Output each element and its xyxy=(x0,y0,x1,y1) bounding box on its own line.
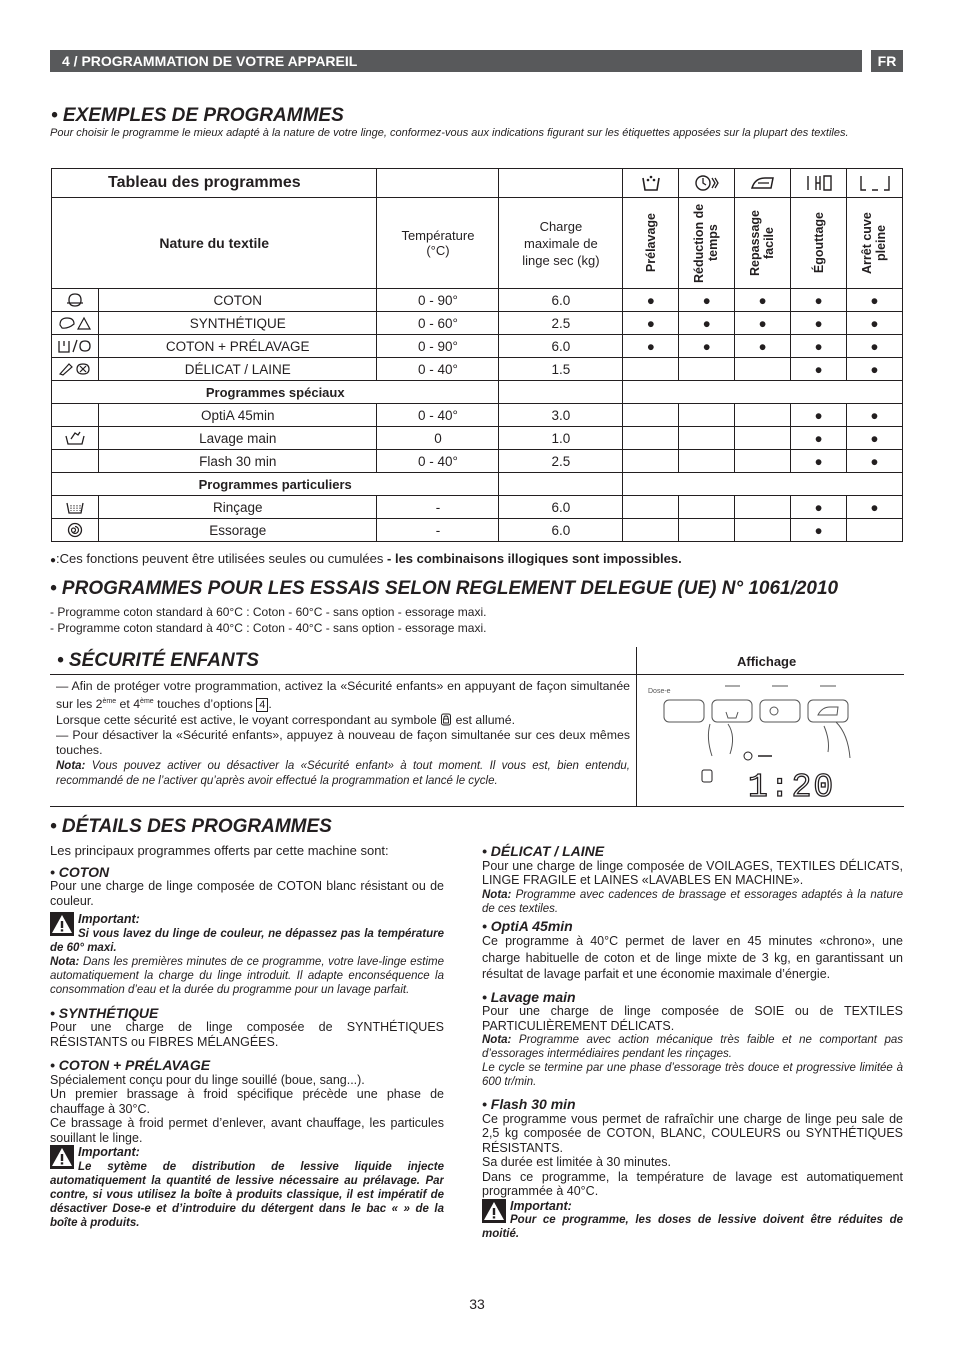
table-row xyxy=(52,312,903,335)
charge-header: Charge maximale de linge sec (kg) xyxy=(499,198,623,289)
option-dot: ● xyxy=(791,496,847,519)
option-dot: ● xyxy=(735,312,791,335)
program-name: Lavage main xyxy=(98,427,377,450)
details-title: • DÉTAILS DES PROGRAMMES xyxy=(50,816,332,837)
table-row xyxy=(52,358,903,381)
page-number: 33 xyxy=(469,1296,485,1312)
bullet-icon: ● xyxy=(50,555,57,566)
table-row xyxy=(52,404,903,427)
program-temp: 0 - 40° xyxy=(377,450,499,473)
program-name: OptiA 45min xyxy=(98,404,377,427)
program-charge: 2.5 xyxy=(499,312,623,335)
table-row xyxy=(52,427,903,450)
essais-line: - Programme coton standard à 40°C : Coton - 40°C - sans option - essorage maxi. xyxy=(50,621,487,635)
divider xyxy=(636,647,637,807)
divider xyxy=(50,674,904,675)
key-badge: 4 xyxy=(256,698,268,712)
divider xyxy=(50,806,904,807)
program-name: Flash 30 min xyxy=(98,450,377,473)
option-dot: ● xyxy=(623,335,679,358)
option-dot: ● xyxy=(847,335,903,358)
rinse-hold-display-icon xyxy=(847,169,903,198)
program-temp: - xyxy=(377,519,499,542)
program-temp: 0 - 60° xyxy=(377,312,499,335)
program-temp: 0 - 90° xyxy=(377,335,499,358)
table-title: Tableau des programmes xyxy=(52,169,377,198)
option-dot: ● xyxy=(679,289,735,312)
programs-table xyxy=(51,168,903,542)
timer-icon xyxy=(744,752,752,760)
option-header: Réduction de temps xyxy=(691,203,720,283)
program-charge: 3.0 xyxy=(499,404,623,427)
examples-intro: Pour choisir le programme le mieux adapté à la nature de votre linge, conformez-vous aux indications figurant sur les étiquettes apposées sur la plupart des textiles. xyxy=(50,127,849,139)
program-name: COTON xyxy=(98,289,377,312)
spin-icon xyxy=(52,519,99,542)
nature-header: Nature du textile xyxy=(52,198,377,289)
table-row xyxy=(52,519,903,542)
option-dot: ● xyxy=(791,358,847,381)
option-dot: ● xyxy=(847,289,903,312)
securite-title: • SÉCURITÉ ENFANTS xyxy=(57,650,259,671)
option-key-1 xyxy=(664,700,704,722)
option-dot: ● xyxy=(847,312,903,335)
option-dot: ● xyxy=(791,427,847,450)
child-lock-icon xyxy=(702,770,712,782)
program-name: COTON + PRÉLAVAGE xyxy=(98,335,377,358)
hand-left xyxy=(708,724,732,756)
program-temp: 0 - 90° xyxy=(377,289,499,312)
display-time: 1:20 xyxy=(748,769,836,804)
option-key-4 xyxy=(808,700,848,722)
program-charge: 1.0 xyxy=(499,427,623,450)
lock-icon xyxy=(440,713,452,726)
option-key-2 xyxy=(712,700,752,722)
important-note: Important: Si vous lavez du linge de couleur, ne dépassez pas la température de 60° maxi. xyxy=(50,912,444,954)
option-key-3 xyxy=(760,700,800,722)
securite-text: — Afin de protéger votre programmation, activez la «Sécurité enfants» en appuyant de façon simultanée sur les 2ème et 4ème touches d’options 4 . Lorsque cette sécurité est active, le voyant correspondant au symbole est allumé. — Pour désactiver la «Sécurité enfants», appuyez à nouveau de façon simultanée sur ces deux mêmes touches. Nota: Vous pouvez activer ou désactiver la «Sécurité enfant» à tout moment. Il vous est, bien entendu, recommandé de ne l’activer qu’après avoir effectué la programmation et lancé le cycle. xyxy=(56,679,630,787)
display-brand: Dose-e xyxy=(648,688,671,695)
option-dot: ● xyxy=(847,450,903,473)
affichage-label: Affichage xyxy=(737,654,797,669)
important-note: Important: Le sytème de distribution de lessive liquide injecte automatiquement la quantité de lessive nécessaire au prélavage. Par contre, si vous utilisez la boîte à produits classique, il est impératif de désactiver Dose-e et d’introduire du détergent dans le bac « » de la boîte à produits. xyxy=(50,1145,444,1229)
option-dot: ● xyxy=(791,450,847,473)
particular-programs-heading: Programmes particuliers xyxy=(52,473,499,496)
drain-display-icon xyxy=(791,169,847,198)
program-name: SYNTHÉTIQUE xyxy=(98,312,377,335)
program-name: Essorage xyxy=(98,519,377,542)
warning-icon xyxy=(482,1199,506,1223)
option-dot: ● xyxy=(847,358,903,381)
essais-lines xyxy=(50,604,486,636)
cotton-prewash-icon xyxy=(52,335,99,358)
table-footnote: ●:Ces fonctions peuvent être utilisées seules ou cumulées - les combinaisons illogiques sont impossibles. xyxy=(50,551,682,566)
option-header: Égouttage xyxy=(811,212,826,274)
program-name: DÉLICAT / LAINE xyxy=(98,358,377,381)
option-dot: ● xyxy=(679,335,735,358)
program-charge: 6.0 xyxy=(499,496,623,519)
program-charge: 2.5 xyxy=(499,450,623,473)
important-note: Important: Pour ce programme, les doses de lessive doivent être réduites de moitié. xyxy=(482,1198,903,1240)
display-illustration xyxy=(640,678,902,804)
hand-wash-icon xyxy=(52,427,99,450)
option-dot: ● xyxy=(791,335,847,358)
option-dot: ● xyxy=(847,427,903,450)
essais-title: • PROGRAMMES POUR LES ESSAIS SELON REGLEMENT DELEGUE (UE) N° 1061/2010 xyxy=(50,578,839,599)
program-name: Rinçage xyxy=(98,496,377,519)
essais-line: - Programme coton standard à 60°C : Coton - 60°C - sans option - essorage maxi. xyxy=(50,605,487,619)
option-dot: ● xyxy=(791,404,847,427)
program-temp: 0 - 40° xyxy=(377,358,499,381)
special-programs-heading: Programmes spéciaux xyxy=(52,381,499,404)
iron-key-icon xyxy=(818,707,838,715)
option-header: Arrêt cuve pleine xyxy=(859,212,888,274)
option-header: Repassage facile xyxy=(747,210,776,277)
cotton-icon xyxy=(52,289,99,312)
table-row xyxy=(52,496,903,519)
option-dot: ● xyxy=(623,289,679,312)
examples-title: • EXEMPLES DE PROGRAMMES xyxy=(51,105,344,126)
table-row xyxy=(52,289,903,312)
program-charge: 6.0 xyxy=(499,519,623,542)
easy-iron-icon xyxy=(735,169,791,198)
hand-right xyxy=(824,722,850,758)
option-header: Prélavage xyxy=(643,213,658,273)
option-dot: ● xyxy=(735,289,791,312)
table-row xyxy=(52,335,903,358)
details-left-column: Les principaux programmes offerts par cette machine sont: • COTON Pour une charge de linge composée de COTON blanc résistant ou de couleur. Important: Si vous lavez du linge de couleur, ne dépassez pas la température de 60° maxi. Nota: Dans les premières minutes de ce programme, votre lave-linge estime automatiquement la charge du linge introduit. Il adapte enconséquence la consommation d’eau et la durée du programme pour un lavage parfait. • SYNTHÉTIQUE Pour une charge de linge composée de SYNTHÉTIQUES RÉSISTANTS ou FIBRES MÉLANGÉES. • COTON + PRÉLAVAGE Spécialement conçu pour du linge souillé (boue, sang...). Un premier brassage à froid spécifique précède une phase de chauffage à 30°C. Ce brassage à froid permet d’enlever, avant chauffage, les particules souillant le linge. Important: Le sytème de distribution de lessive liquide injecte automatiquement la quantité de lessive nécessaire au prélavage. Par contre, si vous utilisez la boîte à produits classique, il est impératif de désactiver Dose-e et d’introduire du détergent dans le bac « » de la boîte à produits. xyxy=(50,843,444,1229)
option-dot: ● xyxy=(791,312,847,335)
prewash-option-icon xyxy=(623,169,679,198)
synthetic-icon xyxy=(52,312,99,335)
table-row xyxy=(52,450,903,473)
program-temp: - xyxy=(377,496,499,519)
option-dot: ● xyxy=(847,404,903,427)
program-temp: 0 - 40° xyxy=(377,404,499,427)
clock-key-icon xyxy=(770,707,778,715)
option-dot: ● xyxy=(623,312,679,335)
rinse-icon xyxy=(52,496,99,519)
temperature-header: Température (°C) xyxy=(377,198,499,289)
section-header: 4 / PROGRAMMATION DE VOTRE APPAREIL xyxy=(50,50,862,72)
program-charge: 1.5 xyxy=(499,358,623,381)
time-reduction-icon xyxy=(679,169,735,198)
details-right-column: • DÉLICAT / LAINE Pour une charge de linge composée de VOILAGES, TEXTILES DÉLICATS, LINGE FRAGILE et LAINES «LAVABLES EN MACHINE». Nota: Programme avec cadences de brassage et essorages adaptés à la nature de ces textiles. • OptiA 45min Ce programme à 40°C permet de laver en 45 minutes «chrono», une charge habituelle de coton et de linge mixte de 3 kg, en garantissant un résultat de lavage parfait et une économie maximale d’énergie. • Lavage main Pour une charge de linge composée de SOIE ou de TEXTILES PARTICULIÈREMENT DÉLICATS. Nota: Programme avec action mécanique très faible et ne comportant pas d’essorages intermédiaires pendant les rinçages. Le cycle se termine par une phase d’essorage très douce et progressive limitée à 600 tr/min. • Flash 30 min Ce programme vous permet de rafraîchir une charge de linge peu sale de 2,5 kg composée de COTON, BLANC, COULEURS ou SYNTHÉTIQUES RÉSISTANTS. Sa durée est limitée à 30 minutes. Dans ce programme, la température de lavage est automatiquement programmée à 40°C. Important: Pour ce programme, les doses de lessive doivent être réduites de moitié. xyxy=(482,843,903,1240)
option-dot: ● xyxy=(791,289,847,312)
option-dot: ● xyxy=(679,312,735,335)
option-dot: ● xyxy=(791,519,847,542)
language-badge: FR xyxy=(871,50,903,72)
program-charge: 6.0 xyxy=(499,289,623,312)
warning-icon xyxy=(50,912,74,936)
warning-icon xyxy=(50,1145,74,1169)
program-charge: 6.0 xyxy=(499,335,623,358)
option-dot: ● xyxy=(847,496,903,519)
option-dot: ● xyxy=(735,335,791,358)
program-temp: 0 xyxy=(377,427,499,450)
delicate-wool-icon xyxy=(52,358,99,381)
prewash-key-icon xyxy=(726,712,738,718)
